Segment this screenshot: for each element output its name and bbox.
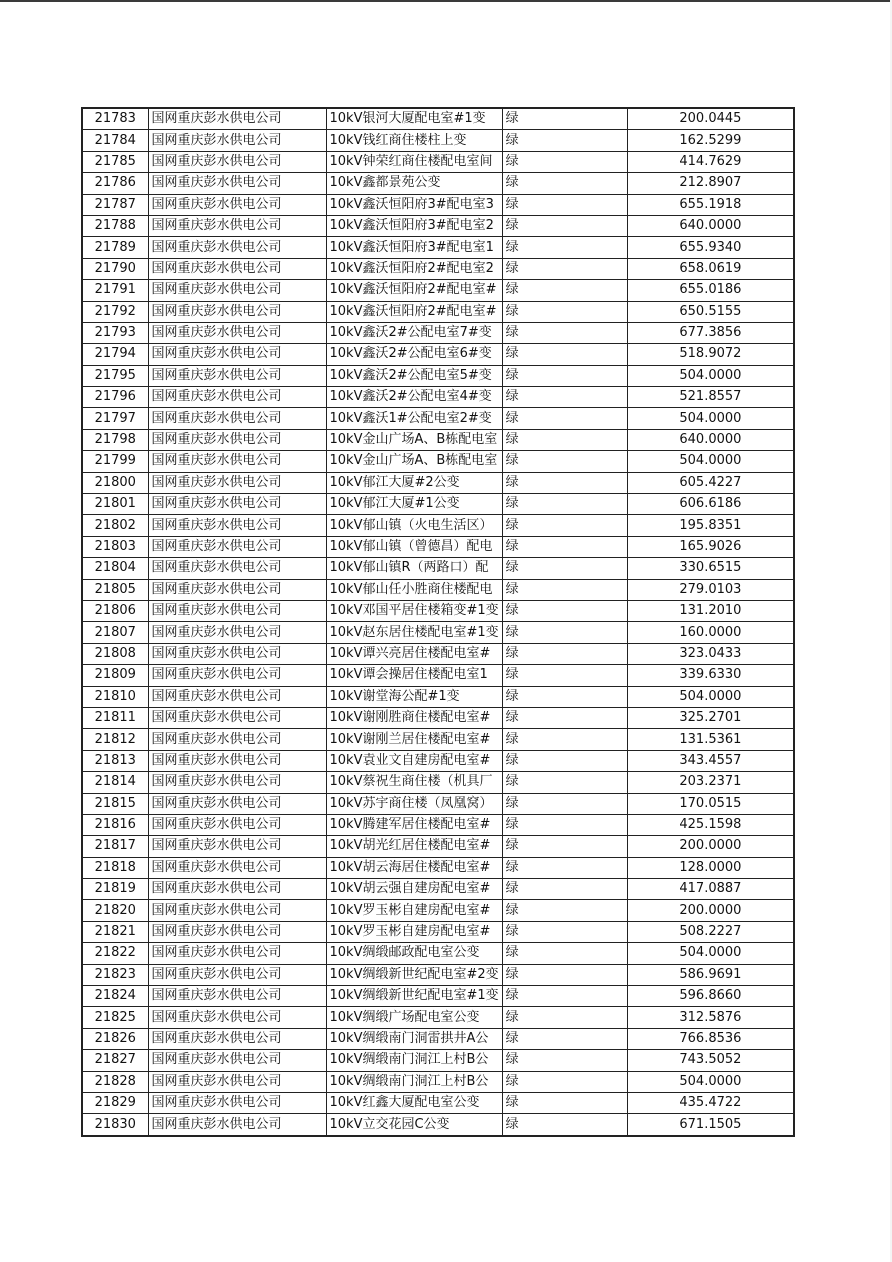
org-name-cell: 国网重庆彭水供电公司 xyxy=(148,130,326,151)
capacity-value-cell: 658.0619 xyxy=(627,258,794,279)
row-id-cell: 21807 xyxy=(82,622,148,643)
table-row xyxy=(82,515,794,536)
station-name-cell: 10kV胡云强自建房配电室# xyxy=(326,879,502,900)
org-name-cell: 国网重庆彭水供电公司 xyxy=(148,579,326,600)
capacity-value-cell: 677.3856 xyxy=(627,322,794,343)
status-color-cell: 绿 xyxy=(502,322,627,343)
row-id-cell: 21785 xyxy=(82,151,148,172)
capacity-value-cell: 521.8557 xyxy=(627,387,794,408)
station-name-cell: 10kV鑫沃恒阳府2#配电室2 xyxy=(326,258,502,279)
row-id-cell: 21801 xyxy=(82,494,148,515)
status-color-cell: 绿 xyxy=(502,1007,627,1028)
capacity-value-cell: 518.9072 xyxy=(627,344,794,365)
org-name-cell: 国网重庆彭水供电公司 xyxy=(148,194,326,215)
org-name-cell: 国网重庆彭水供电公司 xyxy=(148,472,326,493)
org-name-cell: 国网重庆彭水供电公司 xyxy=(148,536,326,557)
station-name-cell: 10kV绸缎新世纪配电室#1变 xyxy=(326,986,502,1007)
table-row xyxy=(82,344,794,365)
table-row xyxy=(82,494,794,515)
table-body xyxy=(82,108,794,1136)
station-name-cell: 10kV胡云海居住楼配电室# xyxy=(326,857,502,878)
station-name-cell: 10kV钱红商住楼柱上变 xyxy=(326,130,502,151)
org-name-cell: 国网重庆彭水供电公司 xyxy=(148,301,326,322)
row-id-cell: 21794 xyxy=(82,344,148,365)
org-name-cell: 国网重庆彭水供电公司 xyxy=(148,408,326,429)
table-row xyxy=(82,258,794,279)
station-name-cell: 10kV绸缎南门洞江上村B公 xyxy=(326,1071,502,1092)
row-id-cell: 21802 xyxy=(82,515,148,536)
station-name-cell: 10kV郁山镇（火电生活区） xyxy=(326,515,502,536)
org-name-cell: 国网重庆彭水供电公司 xyxy=(148,280,326,301)
org-name-cell: 国网重庆彭水供电公司 xyxy=(148,494,326,515)
station-name-cell: 10kV郁江大厦#1公变 xyxy=(326,494,502,515)
station-name-cell: 10kV罗玉彬自建房配电室# xyxy=(326,900,502,921)
org-name-cell: 国网重庆彭水供电公司 xyxy=(148,622,326,643)
station-name-cell: 10kV立交花园C公变 xyxy=(326,1114,502,1136)
table-row xyxy=(82,215,794,236)
row-id-cell: 21827 xyxy=(82,1050,148,1071)
org-name-cell: 国网重庆彭水供电公司 xyxy=(148,1050,326,1071)
table-row xyxy=(82,879,794,900)
row-id-cell: 21809 xyxy=(82,665,148,686)
row-id-cell: 21797 xyxy=(82,408,148,429)
status-color-cell: 绿 xyxy=(502,579,627,600)
capacity-value-cell: 504.0000 xyxy=(627,365,794,386)
row-id-cell: 21792 xyxy=(82,301,148,322)
org-name-cell: 国网重庆彭水供电公司 xyxy=(148,322,326,343)
org-name-cell: 国网重庆彭水供电公司 xyxy=(148,365,326,386)
table-row xyxy=(82,1007,794,1028)
station-name-cell: 10kV金山广场A、B栋配电室 xyxy=(326,451,502,472)
status-color-cell: 绿 xyxy=(502,387,627,408)
org-name-cell: 国网重庆彭水供电公司 xyxy=(148,836,326,857)
table-row xyxy=(82,237,794,258)
row-id-cell: 21790 xyxy=(82,258,148,279)
station-name-cell: 10kV鑫沃1#公配电室2#变 xyxy=(326,408,502,429)
row-id-cell: 21829 xyxy=(82,1092,148,1113)
table-row xyxy=(82,1028,794,1049)
org-name-cell: 国网重庆彭水供电公司 xyxy=(148,879,326,900)
capacity-value-cell: 650.5155 xyxy=(627,301,794,322)
org-name-cell: 国网重庆彭水供电公司 xyxy=(148,1028,326,1049)
org-name-cell: 国网重庆彭水供电公司 xyxy=(148,857,326,878)
capacity-value-cell: 586.9691 xyxy=(627,964,794,985)
status-color-cell: 绿 xyxy=(502,429,627,450)
table-row xyxy=(82,793,794,814)
station-name-cell: 10kV邓国平居住楼箱变#1变 xyxy=(326,600,502,621)
table-row xyxy=(82,1114,794,1136)
status-color-cell: 绿 xyxy=(502,643,627,664)
row-id-cell: 21815 xyxy=(82,793,148,814)
row-id-cell: 21808 xyxy=(82,643,148,664)
status-color-cell: 绿 xyxy=(502,1114,627,1136)
station-name-cell: 10kV银河大厦配电室#1变 xyxy=(326,108,502,130)
capacity-value-cell: 605.4227 xyxy=(627,472,794,493)
row-id-cell: 21812 xyxy=(82,729,148,750)
status-color-cell: 绿 xyxy=(502,772,627,793)
table-row xyxy=(82,943,794,964)
station-name-cell: 10kV鑫沃恒阳府3#配电室1 xyxy=(326,237,502,258)
row-id-cell: 21822 xyxy=(82,943,148,964)
status-color-cell: 绿 xyxy=(502,600,627,621)
table-row xyxy=(82,772,794,793)
status-color-cell: 绿 xyxy=(502,814,627,835)
capacity-value-cell: 200.0000 xyxy=(627,836,794,857)
org-name-cell: 国网重庆彭水供电公司 xyxy=(148,707,326,728)
status-color-cell: 绿 xyxy=(502,472,627,493)
station-name-cell: 10kV郁山镇R（两路口）配 xyxy=(326,558,502,579)
station-name-cell: 10kV蔡祝生商住楼（机具厂 xyxy=(326,772,502,793)
status-color-cell: 绿 xyxy=(502,558,627,579)
station-name-cell: 10kV谭兴亮居住楼配电室# xyxy=(326,643,502,664)
status-color-cell: 绿 xyxy=(502,1092,627,1113)
status-color-cell: 绿 xyxy=(502,943,627,964)
status-color-cell: 绿 xyxy=(502,130,627,151)
station-name-cell: 10kV郁江大厦#2公变 xyxy=(326,472,502,493)
org-name-cell: 国网重庆彭水供电公司 xyxy=(148,1092,326,1113)
org-name-cell: 国网重庆彭水供电公司 xyxy=(148,1114,326,1136)
capacity-value-cell: 330.6515 xyxy=(627,558,794,579)
status-color-cell: 绿 xyxy=(502,215,627,236)
capacity-value-cell: 606.6186 xyxy=(627,494,794,515)
station-name-cell: 10kV鑫沃恒阳府3#配电室2 xyxy=(326,215,502,236)
station-name-cell: 10kV胡光红居住楼配电室# xyxy=(326,836,502,857)
org-name-cell: 国网重庆彭水供电公司 xyxy=(148,1007,326,1028)
capacity-value-cell: 425.1598 xyxy=(627,814,794,835)
station-name-cell: 10kV郁山任小胜商住楼配电 xyxy=(326,579,502,600)
org-name-cell: 国网重庆彭水供电公司 xyxy=(148,943,326,964)
capacity-value-cell: 504.0000 xyxy=(627,1071,794,1092)
capacity-value-cell: 200.0000 xyxy=(627,900,794,921)
status-color-cell: 绿 xyxy=(502,494,627,515)
table-row xyxy=(82,451,794,472)
org-name-cell: 国网重庆彭水供电公司 xyxy=(148,900,326,921)
table-row xyxy=(82,130,794,151)
row-id-cell: 21798 xyxy=(82,429,148,450)
table-row xyxy=(82,921,794,942)
capacity-value-cell: 504.0000 xyxy=(627,943,794,964)
capacity-value-cell: 162.5299 xyxy=(627,130,794,151)
station-name-cell: 10kV红鑫大厦配电室公变 xyxy=(326,1092,502,1113)
row-id-cell: 21799 xyxy=(82,451,148,472)
status-color-cell: 绿 xyxy=(502,1028,627,1049)
row-id-cell: 21818 xyxy=(82,857,148,878)
org-name-cell: 国网重庆彭水供电公司 xyxy=(148,814,326,835)
row-id-cell: 21791 xyxy=(82,280,148,301)
capacity-value-cell: 323.0433 xyxy=(627,643,794,664)
status-color-cell: 绿 xyxy=(502,686,627,707)
table-row xyxy=(82,964,794,985)
capacity-value-cell: 200.0445 xyxy=(627,108,794,130)
capacity-value-cell: 435.4722 xyxy=(627,1092,794,1113)
table-row xyxy=(82,322,794,343)
table-row xyxy=(82,108,794,130)
row-id-cell: 21784 xyxy=(82,130,148,151)
capacity-value-cell: 671.1505 xyxy=(627,1114,794,1136)
capacity-value-cell: 504.0000 xyxy=(627,451,794,472)
status-color-cell: 绿 xyxy=(502,986,627,1007)
capacity-value-cell: 504.0000 xyxy=(627,686,794,707)
org-name-cell: 国网重庆彭水供电公司 xyxy=(148,387,326,408)
status-color-cell: 绿 xyxy=(502,451,627,472)
row-id-cell: 21824 xyxy=(82,986,148,1007)
capacity-value-cell: 655.0186 xyxy=(627,280,794,301)
status-color-cell: 绿 xyxy=(502,750,627,771)
station-name-cell: 10kV绸缎邮政配电室公变 xyxy=(326,943,502,964)
capacity-value-cell: 414.7629 xyxy=(627,151,794,172)
table-row xyxy=(82,365,794,386)
table-row xyxy=(82,622,794,643)
table-row xyxy=(82,857,794,878)
org-name-cell: 国网重庆彭水供电公司 xyxy=(148,643,326,664)
org-name-cell: 国网重庆彭水供电公司 xyxy=(148,237,326,258)
table-row xyxy=(82,1092,794,1113)
station-name-cell: 10kV绸缎广场配电室公变 xyxy=(326,1007,502,1028)
capacity-value-cell: 165.9026 xyxy=(627,536,794,557)
station-name-cell: 10kV苏宇商住楼（凤凰窝） xyxy=(326,793,502,814)
table-row xyxy=(82,900,794,921)
capacity-value-cell: 279.0103 xyxy=(627,579,794,600)
station-name-cell: 10kV郁山镇（曾德昌）配电 xyxy=(326,536,502,557)
table-row xyxy=(82,194,794,215)
status-color-cell: 绿 xyxy=(502,408,627,429)
status-color-cell: 绿 xyxy=(502,729,627,750)
org-name-cell: 国网重庆彭水供电公司 xyxy=(148,215,326,236)
table-row xyxy=(82,986,794,1007)
org-name-cell: 国网重庆彭水供电公司 xyxy=(148,729,326,750)
capacity-value-cell: 640.0000 xyxy=(627,429,794,450)
station-name-cell: 10kV绸缎新世纪配电室#2变 xyxy=(326,964,502,985)
status-color-cell: 绿 xyxy=(502,707,627,728)
capacity-value-cell: 131.2010 xyxy=(627,600,794,621)
org-name-cell: 国网重庆彭水供电公司 xyxy=(148,793,326,814)
station-name-cell: 10kV赵东居住楼配电室#1变 xyxy=(326,622,502,643)
org-name-cell: 国网重庆彭水供电公司 xyxy=(148,344,326,365)
row-id-cell: 21787 xyxy=(82,194,148,215)
row-id-cell: 21788 xyxy=(82,215,148,236)
row-id-cell: 21783 xyxy=(82,108,148,130)
status-color-cell: 绿 xyxy=(502,665,627,686)
status-color-cell: 绿 xyxy=(502,857,627,878)
capacity-value-cell: 743.5052 xyxy=(627,1050,794,1071)
row-id-cell: 21810 xyxy=(82,686,148,707)
row-id-cell: 21816 xyxy=(82,814,148,835)
status-color-cell: 绿 xyxy=(502,194,627,215)
status-color-cell: 绿 xyxy=(502,151,627,172)
org-name-cell: 国网重庆彭水供电公司 xyxy=(148,558,326,579)
table-row xyxy=(82,1071,794,1092)
table-row xyxy=(82,408,794,429)
row-id-cell: 21825 xyxy=(82,1007,148,1028)
org-name-cell: 国网重庆彭水供电公司 xyxy=(148,686,326,707)
status-color-cell: 绿 xyxy=(502,964,627,985)
org-name-cell: 国网重庆彭水供电公司 xyxy=(148,1071,326,1092)
status-color-cell: 绿 xyxy=(502,921,627,942)
row-id-cell: 21813 xyxy=(82,750,148,771)
station-name-cell: 10kV谢刚兰居住楼配电室# xyxy=(326,729,502,750)
station-name-cell: 10kV谢刚胜商住楼配电室# xyxy=(326,707,502,728)
row-id-cell: 21800 xyxy=(82,472,148,493)
status-color-cell: 绿 xyxy=(502,536,627,557)
capacity-value-cell: 195.8351 xyxy=(627,515,794,536)
org-name-cell: 国网重庆彭水供电公司 xyxy=(148,108,326,130)
table-row xyxy=(82,472,794,493)
org-name-cell: 国网重庆彭水供电公司 xyxy=(148,258,326,279)
status-color-cell: 绿 xyxy=(502,900,627,921)
row-id-cell: 21803 xyxy=(82,536,148,557)
row-id-cell: 21828 xyxy=(82,1071,148,1092)
org-name-cell: 国网重庆彭水供电公司 xyxy=(148,429,326,450)
row-id-cell: 21796 xyxy=(82,387,148,408)
row-id-cell: 21819 xyxy=(82,879,148,900)
station-name-cell: 10kV鑫沃恒阳府2#配电室# xyxy=(326,301,502,322)
row-id-cell: 21793 xyxy=(82,322,148,343)
table-row xyxy=(82,536,794,557)
row-id-cell: 21814 xyxy=(82,772,148,793)
row-id-cell: 21817 xyxy=(82,836,148,857)
org-name-cell: 国网重庆彭水供电公司 xyxy=(148,451,326,472)
capacity-value-cell: 343.4557 xyxy=(627,750,794,771)
org-name-cell: 国网重庆彭水供电公司 xyxy=(148,151,326,172)
table-row xyxy=(82,579,794,600)
station-name-cell: 10kV谭会操居住楼配电室1 xyxy=(326,665,502,686)
row-id-cell: 21826 xyxy=(82,1028,148,1049)
capacity-value-cell: 655.9340 xyxy=(627,237,794,258)
org-name-cell: 国网重庆彭水供电公司 xyxy=(148,772,326,793)
org-name-cell: 国网重庆彭水供电公司 xyxy=(148,600,326,621)
station-name-cell: 10kV鑫沃2#公配电室6#变 xyxy=(326,344,502,365)
status-color-cell: 绿 xyxy=(502,365,627,386)
status-color-cell: 绿 xyxy=(502,280,627,301)
station-name-cell: 10kV腾建军居住楼配电室# xyxy=(326,814,502,835)
org-name-cell: 国网重庆彭水供电公司 xyxy=(148,750,326,771)
row-id-cell: 21811 xyxy=(82,707,148,728)
capacity-value-cell: 655.1918 xyxy=(627,194,794,215)
capacity-value-cell: 766.8536 xyxy=(627,1028,794,1049)
table-row xyxy=(82,280,794,301)
org-name-cell: 国网重庆彭水供电公司 xyxy=(148,665,326,686)
table-row xyxy=(82,151,794,172)
station-name-cell: 10kV鑫沃恒阳府3#配电室3 xyxy=(326,194,502,215)
org-name-cell: 国网重庆彭水供电公司 xyxy=(148,921,326,942)
row-id-cell: 21820 xyxy=(82,900,148,921)
capacity-value-cell: 128.0000 xyxy=(627,857,794,878)
page-top-border xyxy=(0,0,892,2)
row-id-cell: 21823 xyxy=(82,964,148,985)
org-name-cell: 国网重庆彭水供电公司 xyxy=(148,515,326,536)
status-color-cell: 绿 xyxy=(502,515,627,536)
table-row xyxy=(82,836,794,857)
row-id-cell: 21789 xyxy=(82,237,148,258)
status-color-cell: 绿 xyxy=(502,237,627,258)
capacity-value-cell: 160.0000 xyxy=(627,622,794,643)
status-color-cell: 绿 xyxy=(502,1050,627,1071)
row-id-cell: 21786 xyxy=(82,173,148,194)
station-name-cell: 10kV袁业文自建房配电室# xyxy=(326,750,502,771)
table-row xyxy=(82,173,794,194)
station-name-cell: 10kV鑫都景苑公变 xyxy=(326,173,502,194)
status-color-cell: 绿 xyxy=(502,173,627,194)
station-name-cell: 10kV钟荣红商住楼配电室间 xyxy=(326,151,502,172)
table-row xyxy=(82,558,794,579)
station-name-cell: 10kV鑫沃2#公配电室5#变 xyxy=(326,365,502,386)
capacity-value-cell: 203.2371 xyxy=(627,772,794,793)
status-color-cell: 绿 xyxy=(502,1071,627,1092)
table-row xyxy=(82,665,794,686)
table-row xyxy=(82,429,794,450)
data-table xyxy=(81,107,795,1137)
row-id-cell: 21805 xyxy=(82,579,148,600)
status-color-cell: 绿 xyxy=(502,301,627,322)
status-color-cell: 绿 xyxy=(502,622,627,643)
row-id-cell: 21830 xyxy=(82,1114,148,1136)
status-color-cell: 绿 xyxy=(502,793,627,814)
capacity-value-cell: 170.0515 xyxy=(627,793,794,814)
table-row xyxy=(82,387,794,408)
capacity-value-cell: 325.2701 xyxy=(627,707,794,728)
status-color-cell: 绿 xyxy=(502,836,627,857)
status-color-cell: 绿 xyxy=(502,258,627,279)
capacity-value-cell: 508.2227 xyxy=(627,921,794,942)
table-row xyxy=(82,729,794,750)
station-name-cell: 10kV绸缎南门洞江上村B公 xyxy=(326,1050,502,1071)
station-name-cell: 10kV绸缎南门洞雷拱井A公 xyxy=(326,1028,502,1049)
capacity-value-cell: 312.5876 xyxy=(627,1007,794,1028)
station-name-cell: 10kV罗玉彬自建房配电室# xyxy=(326,921,502,942)
table-row xyxy=(82,686,794,707)
org-name-cell: 国网重庆彭水供电公司 xyxy=(148,964,326,985)
station-name-cell: 10kV鑫沃2#公配电室4#变 xyxy=(326,387,502,408)
capacity-value-cell: 640.0000 xyxy=(627,215,794,236)
org-name-cell: 国网重庆彭水供电公司 xyxy=(148,986,326,1007)
capacity-value-cell: 504.0000 xyxy=(627,408,794,429)
table-row xyxy=(82,301,794,322)
status-color-cell: 绿 xyxy=(502,108,627,130)
table-row xyxy=(82,707,794,728)
row-id-cell: 21806 xyxy=(82,600,148,621)
row-id-cell: 21821 xyxy=(82,921,148,942)
capacity-value-cell: 339.6330 xyxy=(627,665,794,686)
table-row xyxy=(82,814,794,835)
table-row xyxy=(82,1050,794,1071)
capacity-value-cell: 131.5361 xyxy=(627,729,794,750)
station-name-cell: 10kV谢堂海公配#1变 xyxy=(326,686,502,707)
capacity-value-cell: 212.8907 xyxy=(627,173,794,194)
station-name-cell: 10kV鑫沃恒阳府2#配电室# xyxy=(326,280,502,301)
row-id-cell: 21795 xyxy=(82,365,148,386)
station-name-cell: 10kV鑫沃2#公配电室7#变 xyxy=(326,322,502,343)
capacity-value-cell: 417.0887 xyxy=(627,879,794,900)
capacity-value-cell: 596.8660 xyxy=(627,986,794,1007)
status-color-cell: 绿 xyxy=(502,879,627,900)
org-name-cell: 国网重庆彭水供电公司 xyxy=(148,173,326,194)
status-color-cell: 绿 xyxy=(502,344,627,365)
table-row xyxy=(82,600,794,621)
table-row xyxy=(82,643,794,664)
row-id-cell: 21804 xyxy=(82,558,148,579)
station-name-cell: 10kV金山广场A、B栋配电室 xyxy=(326,429,502,450)
table-row xyxy=(82,750,794,771)
